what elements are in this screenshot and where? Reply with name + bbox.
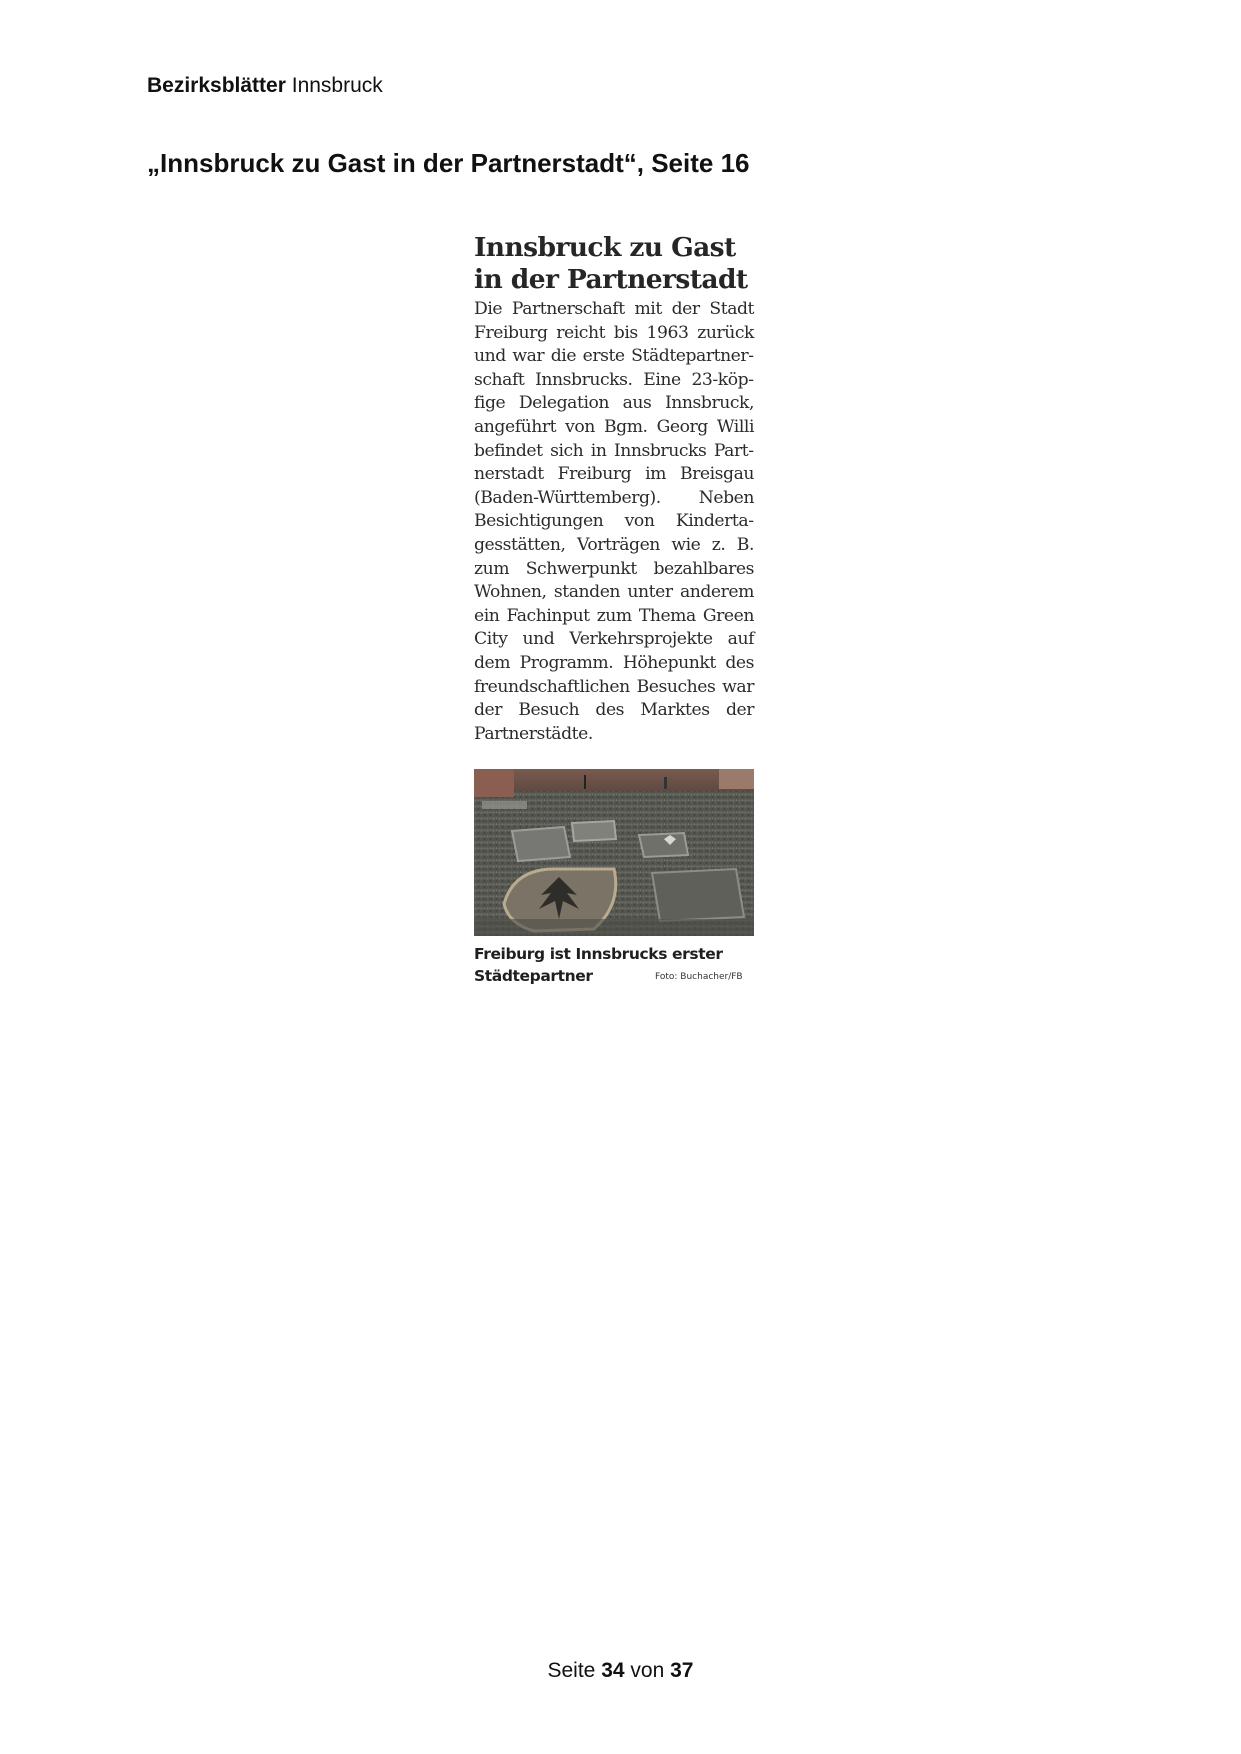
page-separator: von (630, 1659, 665, 1682)
photo-caption: Freiburg ist Innsbrucks erster Städtepartner (474, 945, 723, 985)
article-reference-title: „Innsbruck zu Gast in der Partnerstadt“, Seite 16 (147, 148, 750, 178)
article-photo (474, 769, 754, 936)
current-page: 34 (601, 1659, 625, 1682)
article-body: Die Partnerschaft mit der Stadt Freiburg reicht bis 1963 zurück und war die erste Städtepartnerschaft Innsbrucks. Eine 23-köpfige Delegation aus Innsbruck, angeführt von Bgm. Georg Willi befindet sich in Innsbrucks Partnerstadt Freiburg im Breisgau (Baden-Württemberg). Neben Besichtigungen von Kindertagesstätten, Vorträgen wie z. B. zum Schwerpunkt bezahlbares Wohnen, standen unter anderem ein Fachinput zum Thema Green City und Verkehrsprojekte auf dem Programm. Höhepunkt des freundschaftlichen Besuches war der Besuch des Marktes der Partnerstädte. (474, 299, 754, 744)
photo-credit: Foto: Buchacher/FB (655, 972, 743, 982)
newspaper-clipping (474, 232, 754, 746)
publication-name: Bezirksblätter (147, 74, 286, 97)
publication-source (147, 72, 383, 100)
article-headline: Innsbruck zu Gast in der Partnerstadt (474, 232, 748, 295)
page-number (0, 1657, 1241, 1685)
page-label: Seite (547, 1659, 596, 1682)
publication-region: Innsbruck (291, 74, 383, 97)
total-pages: 37 (670, 1659, 694, 1682)
